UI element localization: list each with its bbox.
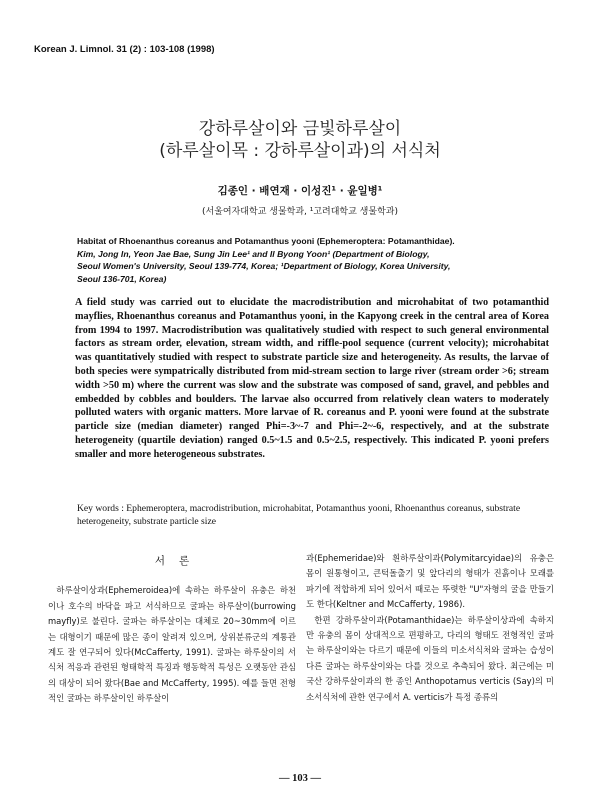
english-title: Habitat of Rhoenanthus coreanus and Potamanthus yooni (Ephemeroptera: Potamanthidae). [77, 236, 455, 246]
english-title-block [77, 235, 547, 285]
section-heading: 서론 [154, 555, 204, 567]
body-column-right [306, 551, 554, 705]
body-paragraph: 한편 강하루살이과(Potamanthidae)는 하루살이상과에 속하지만 유충의 몸이 상대적으로 편평하고, 다리의 형태도 전형적인 굴파는 하루살이와는 다르기 때문에 이들의 미소서식처와 굴파는 습성이 다른 굴파는 하루살이와는 다를 것으로 추측되어 왔다. 최근에는 미국산 강하루살이과의 한 종인 Anthopotamus verticis (Say)의 미소서식처에 관한 연구에서 A. verticis가 특정 종류의 [306, 614, 554, 702]
english-affiliation-1: Seoul Women's University, Seoul 139-774, Korea; ¹Department of Biology, Korea University, [77, 261, 451, 272]
title-line-2: (하루살이목 : 강하루살이과)의 서식처 [159, 141, 441, 161]
affiliation: (서울여자대학교 생물학과, ¹고려대학교 생물학과) [202, 207, 398, 217]
body-column-left [48, 548, 296, 707]
author-list: 김종인 · 배연재 · 이성진¹ · 윤일병¹ [217, 185, 383, 197]
abstract: A field study was carried out to elucidate the macrodistribution and microhabitat of two potamanthid mayflies, Rhoenanthus coreanus and Potamanthus yooni, in the Kapyong creek in the central area of Korea from 1994 to 1997. Macrodistribution was qualitatively studied with respect to such general environmental factors as stream order, elevation, stream width, and riffle-pool sequence (current velocity); microhabitat was quantitatively studied with respect to substrate particle size and heterogeneity. As results, the larvae of both species were sympatrically distributed from mid-stream section to large river (stream order >6; stream width >50 m) where the current was slow and the substrate was composed of sand, gravel, and pebbles and embedded by cobbles and boulders. The larvae also occurred from relatively clean waters to moderately polluted waters with organic matters. More larvae of R. coreanus and P. yooni were found at the substrate particle size (median diameter) ranged Phi=-3~-7 and Phi=-2~-6, respectively, and at the substrate heterogeneity (quartile deviation) ranged 0.5~1.5 and 0.5~2.5, respectively. This indicated P. yooni prefers smaller and more heterogeneous substrates. [75, 297, 549, 460]
keywords: Key words : Ephemeroptera, macrodistribution, microhabitat, Potamanthus yooni, Rhoenanthus coreanus, substrate heterogeneity, substrate particle size [77, 503, 521, 527]
english-affiliation-2: Seoul 136-701, Korea) [77, 273, 167, 284]
title-line-1: 강하루살이와 금빛하루살이 [198, 119, 402, 139]
journal-citation: Korean J. Limnol. 31 (2) : 103-108 (1998) [34, 44, 215, 55]
page-number: — 103 — [279, 773, 321, 784]
body-paragraph: 하루살이상과(Ephemeroidea)에 속하는 하루살이 유충은 하천이나 호수의 바닥을 파고 서식하므로 굴파는 하루살이(burrowing mayfly)로 불린다. 굴파는 하루살이는 대체로 20~30mm에 이르는 대형이기 때문에 많은 종이 알려져 있으며, 상위분류군의 계통관계도 잘 연구되어 있다(McCafferty, 1991). 굴파는 하루살이의 서식처 적응과 관련된 형태학적 특징과 행동학적 특성은 오랫동안 관심의 대상이 되어 왔다(Bae and McCafferty, 1995). 예를 들면 전형적인 굴파는 하루살이인 하루살이 [48, 585, 296, 704]
english-authors: Kim, Jong In, Yeon Jae Bae, Sung Jin Lee¹ and Il Byong Yoon¹ (Department of Biology, [77, 248, 430, 259]
body-paragraph: 과(Ephemeridae)와 흰하루살이과(Polymitarcyidae)의 유충은 몸이 원통형이고, 큰턱돌출기 및 앞다리의 형태가 진흙이나 모래를 파기에 적합하게 되어 있어서 때로는 뚜렷한 "U"자형의 굴을 만들기도 한다(Keltner and McCafferty, 1986). [306, 553, 554, 610]
